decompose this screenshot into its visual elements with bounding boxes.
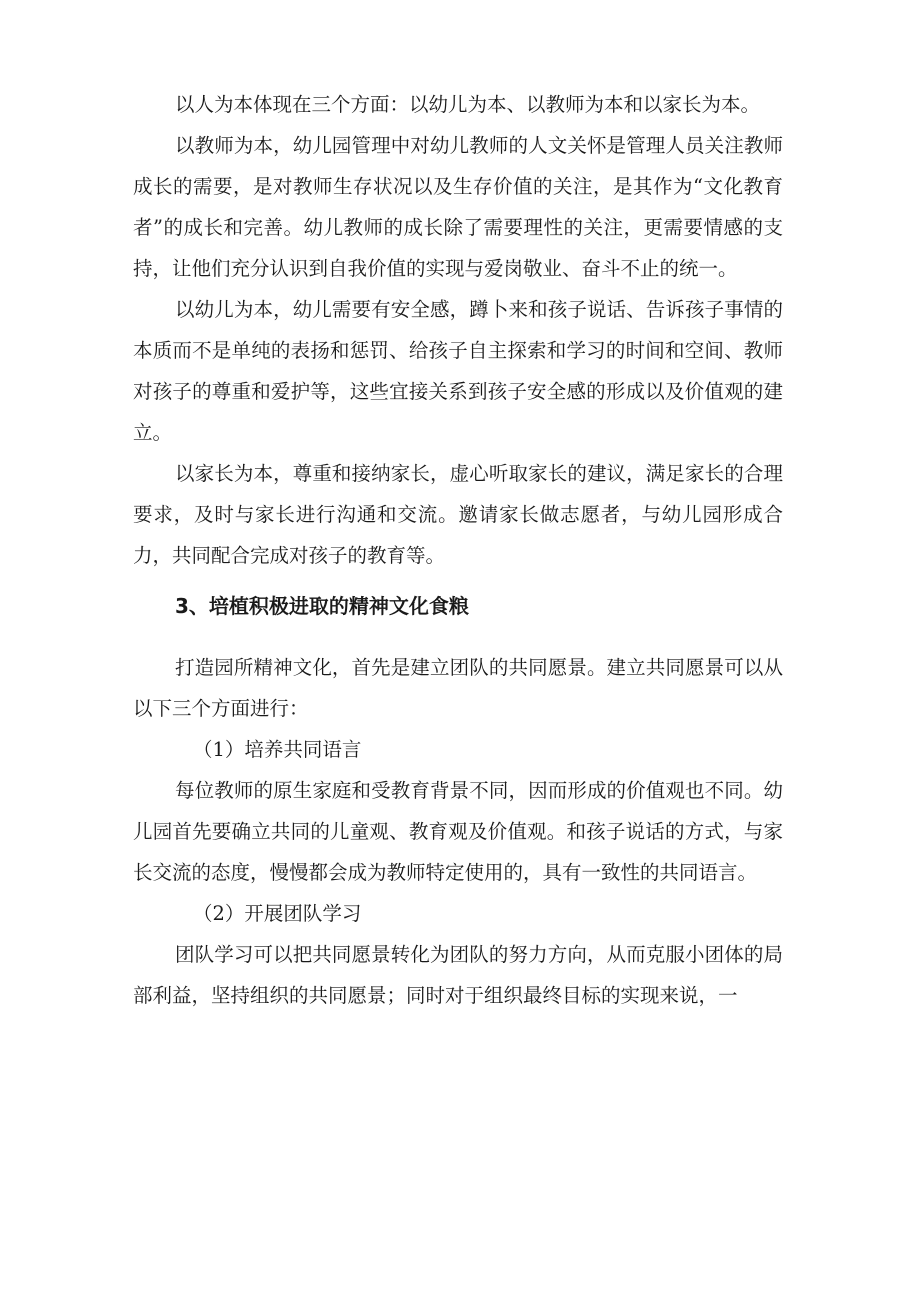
paragraph-people-oriented: 以人为本体现在三个方面：以幼儿为本、以教师为本和以家长为本。 — [175, 93, 761, 116]
section-heading: 3、培植积极进取的精神文化食粮 — [175, 594, 469, 618]
subheading-common-language: （1）培养共同语言 — [193, 738, 362, 761]
paragraph-common-language: 每位教师的原生家庭和受教育背景不同，因而形成的价值观也不同。幼儿园首先要确立共同的儿童观、教育观及价值观。和孩子说话的方式，与家长交流的态度，慢慢都会成为教师特定使用的，具有一致性的共同语言。 — [133, 779, 783, 884]
paragraph-parent-oriented: 以家长为本，尊重和接纳家长，虚心听取家长的建议，满足家长的合理要求，及时与家长进行沟通和交流。邀请家长做志愿者，与幼儿园形成合力，共同配合完成对孩子的教育等。 — [133, 462, 783, 567]
paragraph-child-oriented: 以幼儿为本，幼儿需要有安全感，蹲卜来和孩子说话、告诉孩子事情的本质而不是单纯的表扬和惩罚、给孩子自主探索和学习的时间和空间、教师对孩子的尊重和爱护等，这些宜接关系到孩子安全感的形成以及价值观的建立。 — [133, 298, 783, 444]
paragraph-team-learning: 团队学习可以把共同愿景转化为团队的努力方向，从而克服小团体的局部利益，坚持组织的共同愿景；同时对于组织最终目标的实现来说，一 — [133, 943, 783, 1007]
subheading-team-learning: （2）开展团队学习 — [193, 902, 362, 925]
paragraph-shared-vision-intro: 打造园所精神文化，首先是建立团队的共同愿景。建立共同愿景可以从以下三个方面进行： — [133, 656, 783, 720]
document-body — [133, 84, 783, 1016]
paragraph-teacher-oriented: 以教师为本，幼儿园管理中对幼儿教师的人文关怀是管理人员关注教师成长的需要，是对教师生存状况以及生存价值的关注，是其作为“文化教育者”的成长和完善。幼儿教师的成长除了需要理性的关注，更需要情感的支持，让他们充分认识到自我价值的实现与爱岗敬业、奋斗不止的统一。 — [133, 134, 783, 280]
